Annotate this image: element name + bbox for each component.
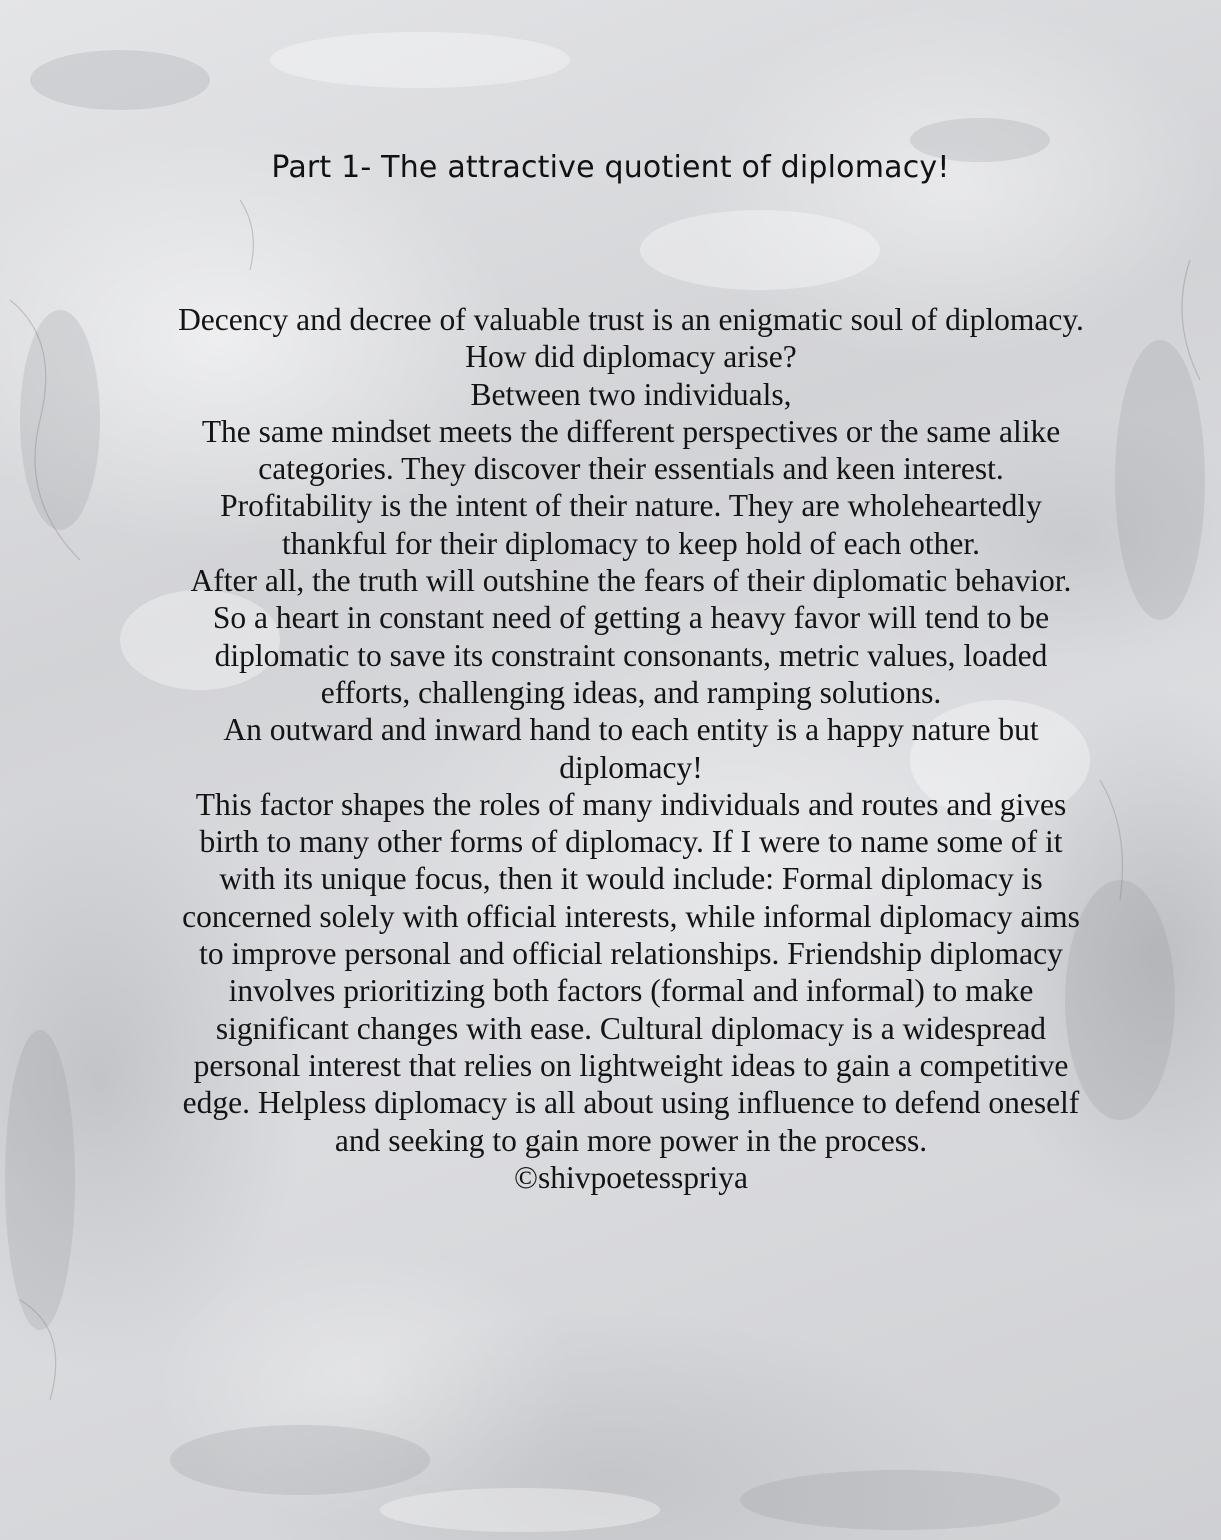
document-body	[170, 301, 1092, 1196]
paragraph: Profitability is the intent of their nature. They are wholeheartedly thankful for their diplomacy to keep hold of each other.	[220, 488, 1042, 561]
author-signature: ©shivpoetesspriya	[514, 1159, 748, 1195]
paragraph: How did diplomacy arise?	[465, 339, 797, 375]
paragraph: So a heart in constant need of getting a heavy favor will tend to be diplomatic to save its constraint consonants, metric values, loaded efforts, challenging ideas, and ramping solutions.	[212, 600, 1050, 710]
paragraph: After all, the truth will outshine the fears of their diplomatic behavior.	[190, 563, 1072, 599]
paragraph: Decency and decree of valuable trust is an enigmatic soul of diplomacy.	[178, 302, 1084, 337]
document-title: Part 1- The attractive quotient of diplomacy!	[271, 150, 950, 185]
paragraph: The same mindset meets the different perspectives or the same alike categories. They discover their essentials and keen interest.	[201, 413, 1061, 487]
paragraph: Between two individuals,	[470, 376, 792, 412]
paragraph: An outward and inward hand to each entity is a happy nature but diplomacy!	[223, 712, 1039, 785]
paragraph: This factor shapes the roles of many individuals and routes and gives birth to many other forms of diplomacy. If I were to name some of it with its unique focus, then it would include: Formal diplomacy is concerned solely with official interests, while informal diplomacy aims to improve personal and official relationships. Friendship diplomacy involves prioritizing both factors (formal and informal) to make significant changes with ease. Cultural diplomacy is a widespread personal interest that relies on lightweight ideas to gain a competitive edge. Helpless diplomacy is all about using influence to defend oneself and seeking to gain more power in the process.	[182, 786, 1080, 1158]
